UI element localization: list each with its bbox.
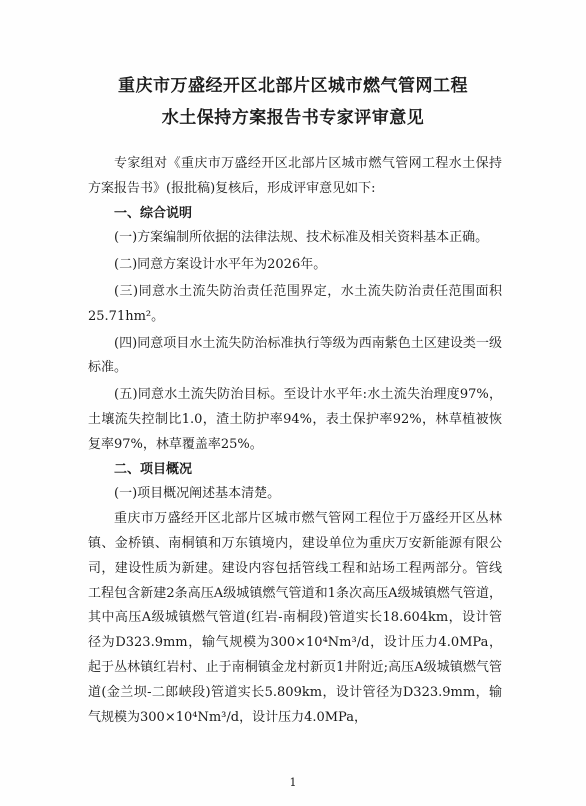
title-line-2: 水土保持方案报告书专家评审意见: [161, 108, 425, 128]
paragraph: (五)同意水土流失防治目标。至设计水平年:水土流失治理度97%，土壤流失控制比1.0，渣土防护率94%，表土保护率92%，林草植被恢复率97%，林草覆盖率25%。: [88, 387, 502, 452]
paragraph: (二)同意方案设计水平年为2026年。: [114, 257, 327, 273]
page-number: 1: [289, 776, 297, 789]
intro-paragraph: 专家组对《重庆市万盛经开区北部片区城市燃气管网工程水土保持方案报告书》(报批稿)复核后，形成评审意见如下:: [88, 156, 502, 196]
section-heading-project: 二、项目概况: [114, 461, 193, 477]
paragraph: 重庆市万盛经开区北部片区城市燃气管网工程位于万盛经开区丛林镇、金桥镇、南桐镇和万东镇境内，建设单位为重庆万安新能源有限公司，建设性质为新建。建设内容包括管线工程和站场工程两部分。管线工程包含新建2条高压A级城镇燃气管道和1条次高压A级城镇燃气管道，其中高压A级城镇燃气管道(红岩-南桐段)管道实长18.604km，设计管径为D323.9mm，输气规模为300×10⁴Nm³/d，设计压力4.0MPa，起于丛林镇红岩村、止于南桐镇金龙村新页1井附近;高压A级城镇燃气管道(金兰坝-二郎峡段)管道实长5.809km，设计管径为D323.9mm，输气规模为300×10⁴Nm³/d，设计压力4.0MPa，: [88, 511, 502, 725]
document-body: [88, 152, 502, 730]
document-title: [0, 70, 586, 134]
paragraph: (一)项目概况阐述基本清楚。: [114, 486, 281, 502]
paragraph: (四)同意项目水土流失防治标准执行等级为西南紫色土区建设类一级标准。: [88, 335, 502, 376]
paragraph: (三)同意水土流失防治责任范围界定，水土流失防治责任范围面积25.71hm²。: [88, 283, 502, 324]
title-line-1: 重庆市万盛经开区北部片区城市燃气管网工程: [118, 76, 468, 96]
section-heading-overview: 一、综合说明: [114, 205, 193, 221]
paragraph: (一)方案编制所依据的法律法规、技术标准及相关资料基本正确。: [114, 230, 489, 246]
